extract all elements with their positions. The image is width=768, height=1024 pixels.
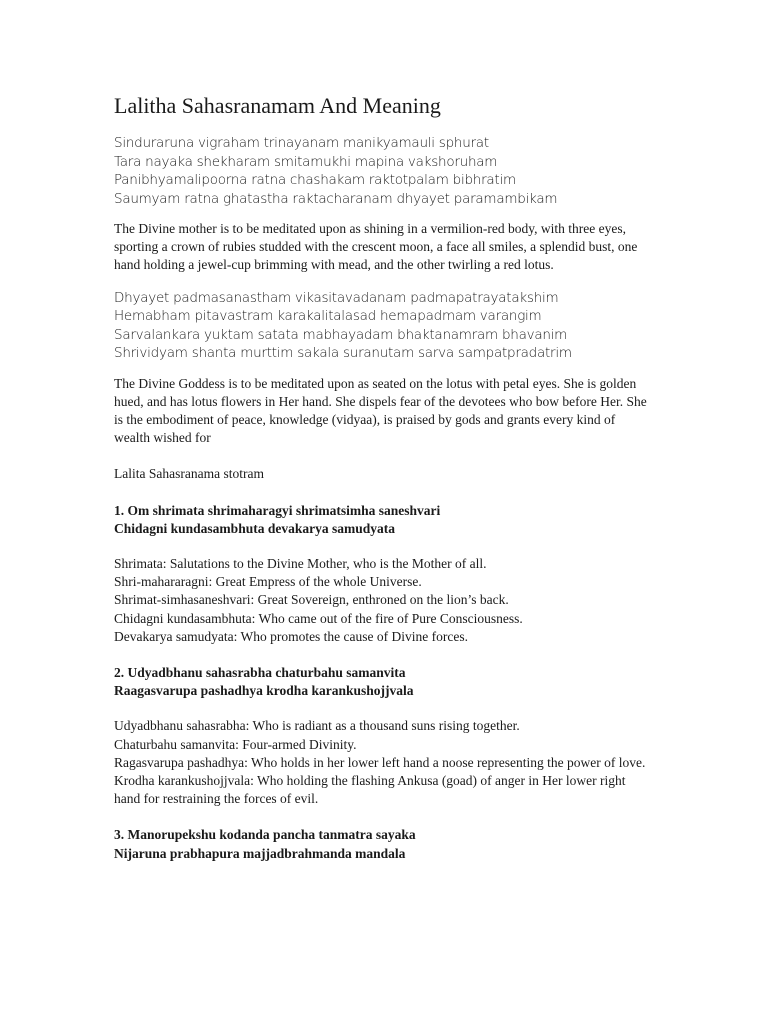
shloka-line: 1. Om shrimata shrimaharagyi shrimatsimha saneshvari <box>114 502 441 518</box>
shloka-line: Raagasvarupa pashadhya krodha karankushojjvala <box>114 683 414 699</box>
meaning-line: Udyadbhanu sahasrabha: Who is radiant as a thousand suns rising together. <box>114 718 520 734</box>
stotram-label: Lalita Sahasranama stotram <box>114 466 264 482</box>
shloka-line: Nijaruna prabhapura majjadbrahmanda mandala <box>114 845 406 861</box>
meaning-line: Shrimat-simhasaneshvari: Great Sovereign, enthroned on the lion’s back. <box>114 592 509 608</box>
shloka-2-meanings <box>114 717 654 808</box>
dhyanam-2-meaning: The Divine Goddess is to be meditated upon as seated on the lotus with petal eyes. She is golden hued, and has lotus flowers in Her hand. She dispels fear of the devotees who bow before Her. She is the embodiment of peace, knowledge (vidyaa), is praised by gods and grants every kind of wealth wished for <box>114 375 647 446</box>
meaning-line: Ragasvarupa pashadhya: Who holds in her lower left hand a noose representing the power of love. <box>114 754 646 770</box>
verse-line: Panibhyamalipoorna ratna chashakam raktotpalam bibhratim <box>114 172 516 188</box>
verse-line: Hemabham pitavastram karakalitalasad hemapadmam varangim <box>114 308 542 325</box>
dhyanam-verse-2 <box>114 289 654 363</box>
dhyanam-verse-1 <box>114 134 654 208</box>
shloka-line: 3. Manorupekshu kodanda pancha tanmatra sayaka <box>114 827 416 843</box>
shloka-line: 2. Udyadbhanu sahasrabha chaturbahu samanvita <box>114 665 406 681</box>
document-page <box>114 92 654 863</box>
shloka-2 <box>114 664 654 700</box>
shloka-1 <box>114 502 654 538</box>
verse-line: Sarvalankara yuktam satata mabhayadam bhaktanamram bhavanim <box>114 326 568 343</box>
meaning-line: Shrimata: Salutations to the Divine Mother, who is the Mother of all. <box>114 556 487 572</box>
shloka-1-meanings <box>114 555 654 646</box>
verse-line: Tara nayaka shekharam smitamukhi mapina vakshoruham <box>114 153 498 170</box>
meaning-line: Devakarya samudyata: Who promotes the cause of Divine forces. <box>114 628 468 644</box>
verse-line: Dhyayet padmasanastham vikasitavadanam padmapatrayatakshim <box>114 289 559 306</box>
meaning-line: Chaturbahu samanvita: Four-armed Divinity. <box>114 736 357 752</box>
meaning-line: Chidagni kundasambhuta: Who came out of the fire of Pure Consciousness. <box>114 610 523 626</box>
dhyanam-1-meaning: The Divine mother is to be meditated upon as shining in a vermilion-red body, with three eyes, sporting a crown of rubies studded with the crescent moon, a face all smiles, a splendid bust, one hand holding a jewel-cup brimming with mead, and the other twirling a red lotus. <box>114 221 638 273</box>
verse-line: Shrividyam shanta murttim sakala suranutam sarva sampatpradatrim <box>114 345 572 362</box>
shloka-3 <box>114 826 654 862</box>
verse-line: Sinduraruna vigraham trinayanam manikyamauli sphurat <box>114 135 489 151</box>
meaning-line: Shri-mahararagni: Great Empress of the whole Universe. <box>114 574 422 590</box>
verse-line: Saumyam ratna ghatastha raktacharanam dhyayet paramambikam <box>114 190 558 207</box>
meaning-line: Krodha karankushojjvala: Who holding the flashing Ankusa (goad) of anger in Her lower right hand for restraining the forces of evil. <box>114 773 626 807</box>
page-title: Lalitha Sahasranamam And Meaning <box>114 93 441 118</box>
shloka-line: Chidagni kundasambhuta devakarya samudyata <box>114 520 395 536</box>
